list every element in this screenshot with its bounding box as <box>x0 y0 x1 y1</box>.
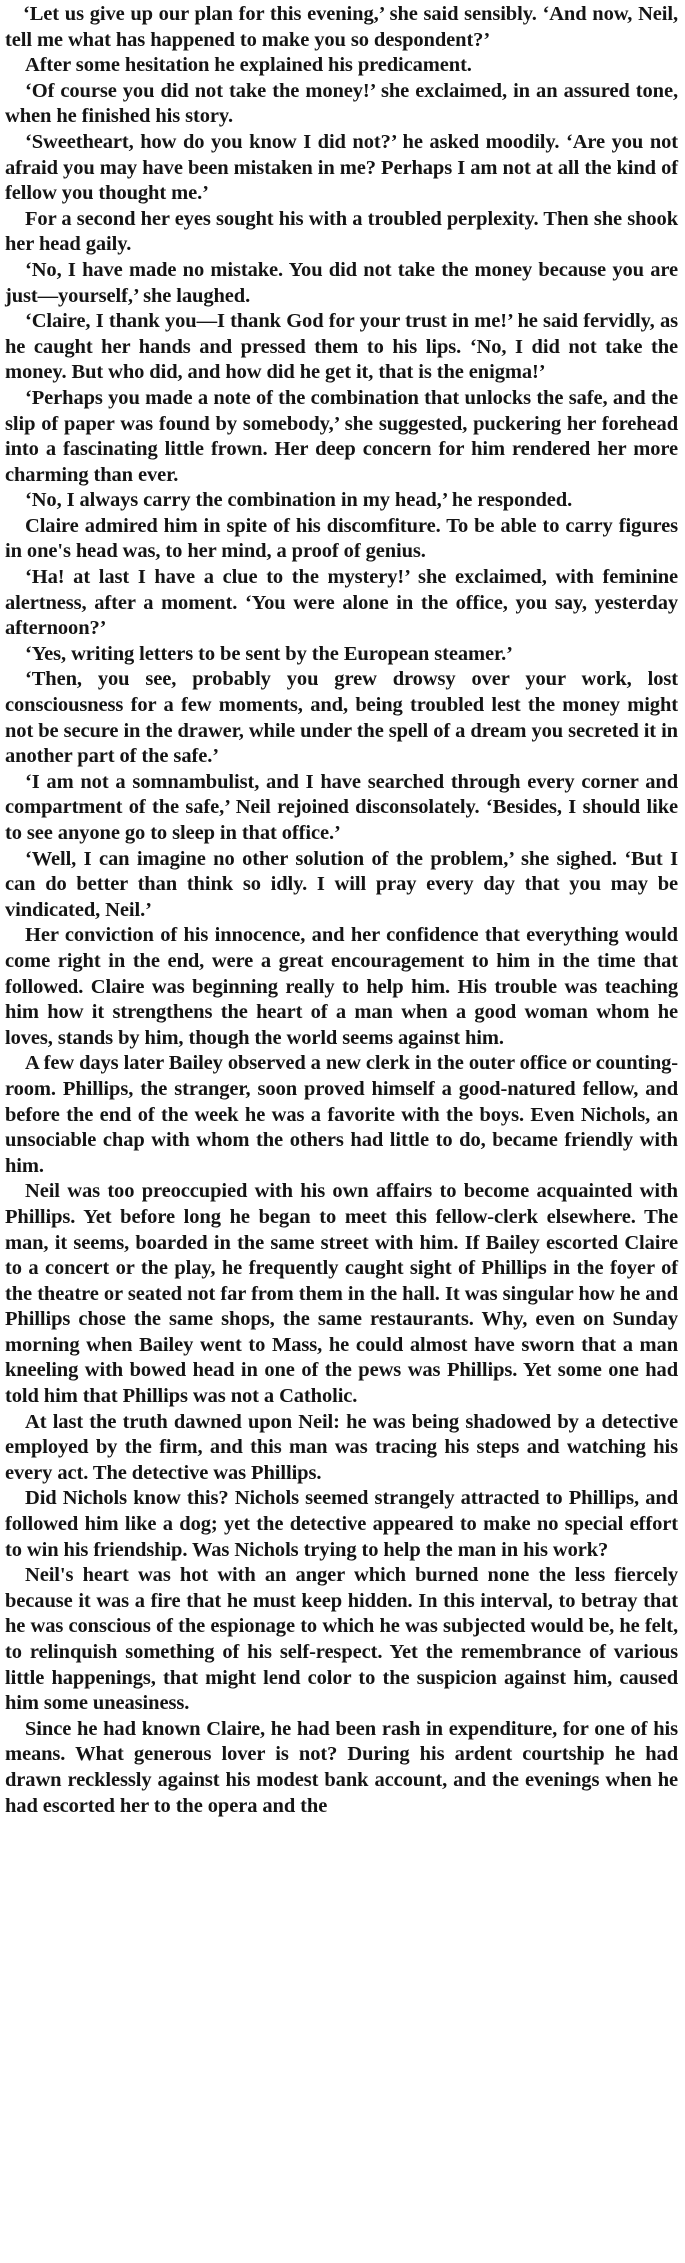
paragraph: ‘Perhaps you made a note of the combination that unlocks the safe, and the slip of paper was found by somebody,’ she suggested, puckering her forehead into a fascinating little frown. Her deep concern for him rendered her more charming than ever. <box>5 386 678 486</box>
paragraph: Did Nichols know this? Nichols seemed strangely attracted to Phillips, and followed him like a dog; yet the detective appeared to make no special effort to win his friendship. Was Nichols trying to help the man in his work? <box>5 1487 678 1561</box>
paragraph: ‘I am not a somnambulist, and I have searched through every corner and compartment of the safe,’ Neil rejoined disconsolately. ‘Besides, I should like to see anyone go to sleep in that office.’ <box>5 770 678 844</box>
paragraph: ‘Then, you see, probably you grew drowsy over your work, lost consciousness for a few moments, and, being troubled lest the money might not be secure in the drawer, while under the spell of a dream you secreted it in another part of the safe.’ <box>5 668 678 768</box>
paragraph: A few days later Bailey observed a new clerk in the outer office or counting-room. Phillips, the stranger, soon proved himself a good-natured fellow, and before the end of the week he was a favorite with the boys. Even Nichols, an unsociable chap with whom the others had little to do, became friendly with him. <box>5 1052 678 1177</box>
paragraph: After some hesitation he explained his predicament. <box>25 54 472 77</box>
paragraph: ‘No, I have made no mistake. You did not take the money because you are just—yourself,’ she laughed. <box>5 258 678 307</box>
paragraph: Her conviction of his innocence, and her confidence that everything would come right in the end, were a great encouragement to him in the time that followed. Claire was beginning really to help him. His trouble was teaching him how it strengthens the heart of a man when a good woman whom he loves, stands by him, though the world seems against him. <box>5 924 678 1049</box>
paragraph: ‘Claire, I thank you—I thank God for your trust in me!’ he said fervidly, as he caught her hands and pressed them to his lips. ‘No, I did not take the money. But who did, and how did he get it, that is the enigma!’ <box>5 310 678 384</box>
paragraph: ‘Yes, writing letters to be sent by the European steamer.’ <box>25 642 513 665</box>
paragraph: ‘No, I always carry the combination in my head,’ he responded. <box>25 489 573 512</box>
paragraph: At last the truth dawned upon Neil: he was being shadowed by a detective employed by the firm, and this man was tracing his steps and watching his every act. The detective was Phillips. <box>5 1410 678 1484</box>
paragraph: Claire admired him in spite of his discomfiture. To be able to carry figures in one's head was, to her mind, a proof of genius. <box>5 514 678 563</box>
paragraph: Since he had known Claire, he had been rash in expenditure, for one of his means. What generous lover is not? During his ardent courtship he had drawn recklessly against his modest bank account, and the evenings when he had escorted her to the opera and the <box>5 1717 678 1817</box>
paragraph: ‘Let us give up our plan for this evening,’ she said sensibly. ‘And now, Neil, tell me what has happened to make you so despondent?’ <box>5 3 678 51</box>
paragraph: Neil was too preoccupied with his own affairs to become acquainted with Phillips. Yet before long he began to meet this fellow-clerk elsewhere. The man, it seems, boarded in the same street with him. If Bailey escorted Claire to a concert or the play, he frequently caught sight of Phillips in the foyer of the theatre or seated not far from them in the hall. It was singular how he and Phillips chose the same shops, the same restaurants. Why, even on Sunday morning when Bailey went to Mass, he could almost have sworn that a man kneeling with bowed head in one of the pews was Phillips. Yet some one had told him that Phillips was not a Catholic. <box>5 1180 678 1408</box>
paragraph: For a second her eyes sought his with a troubled perplexity. Then she shook her head gaily. <box>5 207 678 256</box>
paragraph: ‘Of course you did not take the money!’ she exclaimed, in an assured tone, when he finished his story. <box>5 79 678 128</box>
paragraph: Neil's heart was hot with an anger which burned none the less fiercely because it was a fire that he must keep hidden. In this interval, to betray that he was conscious of the espionage to which he was subjected would be, he felt, to relinquish something of his self-respect. Yet the remembrance of various little happenings, that might lend color to the suspicion against him, caused him some uneasiness. <box>5 1564 678 1715</box>
paragraph: ‘Sweetheart, how do you know I did not?’ he asked moodily. ‘Are you not afraid you may have been mistaken in me? Perhaps I am not at all the kind of fellow you thought me.’ <box>5 130 678 205</box>
paragraph: ‘Ha! at last I have a clue to the mystery!’ she exclaimed, with feminine alertness, after a moment. ‘You were alone in the office, you say, yesterday afternoon?’ <box>5 566 678 640</box>
paragraph: ‘Well, I can imagine no other solution of the problem,’ she sighed. ‘But I can do better than think so idly. I will pray every day that you may be vindicated, Neil.’ <box>5 847 678 921</box>
